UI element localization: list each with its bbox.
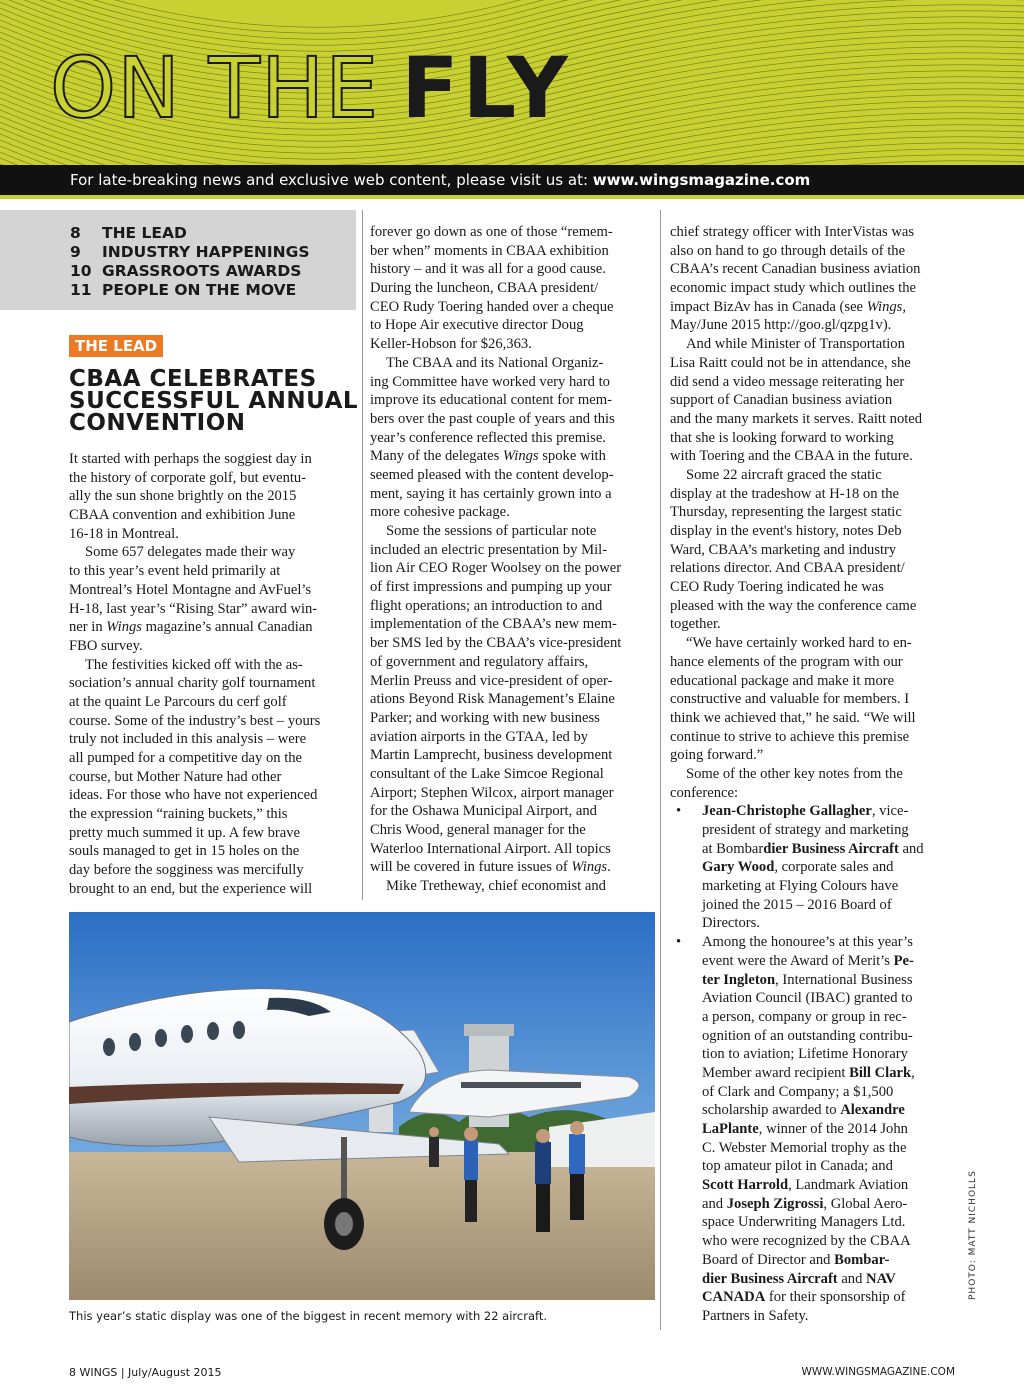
toc-label: PEOPLE ON THE MOVE [102, 281, 297, 299]
text-line: of first impressions and pumping up your [370, 579, 612, 596]
bullet-text: Jean-Christophe Gallagher, vice- [702, 803, 909, 820]
bullet-text: Partners in Safety. [702, 1307, 809, 1324]
text-line: CBAA’s recent Canadian business aviation [670, 261, 921, 278]
text-line: The festivities kicked off with the as- [85, 656, 303, 673]
text-line: display in the event's history, notes Deb [670, 523, 902, 539]
text-line: day before the sogginess was mercifully [69, 862, 304, 879]
header-rule [0, 195, 1024, 199]
text-line: pleased with the way the conference came [670, 597, 917, 614]
toc-item[interactable] [70, 262, 301, 281]
bullet-text: ter Ingleton, International Business [702, 971, 913, 988]
text-line: souls managed to get in 15 holes on the [69, 843, 300, 860]
bullet-line [670, 1213, 960, 1232]
text-line: Merlin Preuss and vice-president of oper- [370, 672, 613, 689]
news-bar-label: For late-breaking news and exclusive web content, please visit us at: [70, 171, 593, 189]
bullet-line [670, 1008, 960, 1027]
column-divider [660, 210, 661, 1330]
text-line: continue to strive to achieve this premise [670, 728, 910, 745]
bullet-text: president of strategy and marketing [702, 822, 909, 838]
news-bar [0, 165, 1024, 195]
bullet-text: Gary Wood, corporate sales and [702, 859, 894, 876]
text-line: for the Oshawa Municipal Airport, and [370, 803, 597, 820]
text-line: CEO Rudy Toering indicated he was [670, 579, 884, 596]
column-divider [362, 210, 363, 900]
section-tag: THE LEAD [69, 335, 163, 357]
text-line: And while Minister of Transportation [686, 336, 905, 353]
bullet-line [670, 952, 960, 971]
text-line: Montreal’s Hotel Montagne and AvFuel’s [69, 581, 312, 598]
bullet-line [670, 1270, 960, 1289]
text-line: impact BizAv has in Canada (see Wings, [670, 298, 907, 315]
bullet-text: CANADA for their sponsorship of [702, 1289, 906, 1306]
bullet-text: LaPlante, winner of the 2014 John [702, 1121, 908, 1137]
bullet-line [670, 1027, 960, 1046]
text-line: with Toering and the CBAA in the future. [670, 448, 913, 465]
bullet-line [670, 821, 960, 840]
text-line: support of Canadian business aviation [670, 392, 893, 409]
bullet-text: dier Business Aircraft and NAV [702, 1270, 896, 1287]
bullet-line [670, 1288, 960, 1307]
text-line: forever go down as one of those “remem- [370, 224, 613, 240]
bullet-text: Among the honouree’s at this year’s [702, 934, 913, 951]
text-line: more cohesive package. [370, 504, 510, 521]
bullet-line [670, 840, 960, 859]
toc-label: INDUSTRY HAPPENINGS [102, 243, 310, 261]
text-line: ment, saying it has certainly grown into a [370, 485, 612, 502]
text-line: bers over the past couple of years and this [370, 410, 615, 427]
text-line: truly not included in this analysis – were [69, 731, 307, 748]
text-line: Mike Tretheway, chief economist and [386, 878, 606, 895]
text-line: Waterloo International Airport. All topics [370, 840, 611, 857]
article-column-3 [670, 223, 960, 1326]
text-line: consultant of the Lake Simcoe Regional [370, 765, 604, 782]
text-line: brought to an end, but the experience will [69, 880, 313, 897]
bullet-text: a person, company or group in rec- [702, 1008, 907, 1025]
text-line: also on hand to go through details of the [670, 242, 906, 259]
text-line: flight operations; an introduction to and [370, 597, 603, 614]
bullet-line [670, 1083, 960, 1102]
toc-label: GRASSROOTS AWARDS [102, 262, 302, 280]
text-line: educational package and make it more [670, 672, 895, 689]
bullet-text: space Underwriting Managers Ltd. [702, 1214, 906, 1231]
bullet-line [670, 802, 960, 821]
bullet-line [670, 1307, 960, 1326]
text-line: the history of corporate golf, but eventu- [69, 469, 307, 486]
section-title [50, 39, 572, 137]
text-line: Parker; and working with new business [370, 709, 600, 726]
title-light: ON THE [50, 39, 380, 137]
text-line: ner in Wings magazine’s annual Canadian [69, 619, 313, 636]
text-line: sociation’s annual charity golf tournament [69, 675, 316, 692]
text-line: The CBAA and its National Organiz- [386, 354, 604, 371]
bullet-text: Directors. [702, 915, 760, 932]
static-display-photo [69, 912, 655, 1300]
text-line: CBAA convention and exhibition June [69, 507, 296, 524]
bullet-text: who were recognized by the CBAA [702, 1233, 911, 1250]
text-line: Chris Wood, general manager for the [370, 822, 586, 838]
text-line: did send a video message reiterating her [670, 373, 905, 390]
bullet-text: Member award recipient Bill Clark, [702, 1064, 915, 1081]
text-line: ing Committee have worked very hard to [370, 373, 610, 390]
bullet-line [670, 933, 960, 952]
text-line: Lisa Raitt could not be in attendance, she [670, 354, 911, 371]
news-bar-text [70, 165, 810, 195]
text-line: Keller-Hobson for $26,363. [370, 336, 532, 353]
bullet-text: of Clark and Company; a $1,500 [702, 1083, 894, 1100]
text-line: course. Some of the industry’s best – yours [69, 712, 321, 729]
text-line: all pumped for a competitive day on the [69, 750, 303, 766]
text-line: 16-18 in Montreal. [69, 525, 179, 542]
bullet-line [670, 1176, 960, 1195]
text-line: hance elements of the program with our [670, 653, 903, 670]
bullet-line [670, 1139, 960, 1158]
bullet-text: and Joseph Zigrossi, Global Aero- [702, 1195, 908, 1212]
headline-line: SUCCESSFUL ANNUAL [69, 388, 359, 414]
bullet-text: Aviation Council (IBAC) granted to [702, 990, 913, 1007]
text-line: seemed pleased with the content develop- [370, 466, 614, 483]
bullet-line [670, 858, 960, 877]
bullet-line [670, 1157, 960, 1176]
bullet-text: ognition of an outstanding contribu- [702, 1027, 913, 1044]
article-photo [69, 912, 655, 1300]
bullet-text: tion to aviation; Lifetime Honorary [702, 1046, 908, 1063]
toc-number: 8 [70, 224, 81, 242]
text-line: together. [670, 616, 721, 633]
text-line: going forward.” [670, 747, 764, 764]
bullet-line [670, 989, 960, 1008]
text-line: improve its educational content for mem- [370, 392, 612, 409]
toc-label: THE LEAD [102, 224, 187, 242]
bullet-line [670, 914, 960, 933]
text-line: to this year’s event held primarily at [69, 563, 281, 580]
bullet-line [670, 1232, 960, 1251]
bullet-text: top amateur pilot in Canada; and [702, 1158, 893, 1175]
bullet-icon: • [676, 803, 682, 820]
photo-caption: This year’s static display was one of the biggest in recent memory with 22 aircraft. [69, 1309, 547, 1323]
text-line: ber when” moments in CBAA exhibition [370, 242, 609, 259]
toc-number: 10 [70, 262, 92, 280]
text-line: implementation of the CBAA’s new mem- [370, 616, 617, 633]
bullet-text: scholarship awarded to Alexandre [702, 1102, 905, 1119]
text-line: year’s conference reflected this premise. [370, 429, 606, 446]
article-column-1 [69, 450, 359, 899]
text-line: economic impact study which outlines the [670, 280, 917, 297]
toc-number: 11 [70, 281, 92, 299]
website-link[interactable]: www.wingsmagazine.com [592, 171, 811, 189]
text-line: course, but Mother Nature had other [69, 768, 282, 785]
text-line: Some the sessions of particular note [386, 523, 597, 539]
text-line: the expression “raining buckets,” this [69, 806, 288, 823]
text-line: pretty much summed it up. A few brave [69, 824, 301, 841]
text-line: chief strategy officer with InterVistas was [670, 224, 915, 240]
bullet-line [670, 896, 960, 915]
text-line: H-18, last year’s “Rising Star” award win- [69, 600, 318, 617]
footer-website[interactable]: WWW.WINGSMAGAZINE.COM [801, 1366, 955, 1378]
bullet-line [670, 1195, 960, 1214]
text-line: that she is looking forward to working [670, 429, 894, 446]
toc-number: 9 [70, 243, 81, 261]
text-line: will be covered in future issues of Wings. [370, 859, 611, 876]
text-line: CEO Rudy Toering handed over a cheque [370, 298, 614, 315]
text-line: of government and regulatory affairs, [370, 653, 589, 670]
bullet-line [670, 971, 960, 990]
header-banner [0, 0, 1024, 165]
text-line: think we achieved that,” he said. “We will [670, 709, 916, 726]
headline-line: CBAA CELEBRATES [69, 366, 317, 392]
text-line: May/June 2015 http://goo.gl/qzpg1v). [670, 317, 892, 334]
article-headline [69, 368, 359, 434]
title-bold: FLY [401, 39, 572, 137]
text-line: Some 657 delegates made their way [85, 544, 296, 561]
bullet-text: event were the Award of Merit’s Pe- [702, 952, 914, 969]
bullet-line [670, 1251, 960, 1270]
text-line: and the many markets it serves. Raitt noted [670, 410, 923, 427]
text-line: history – and it was all for a good cause. [370, 261, 606, 278]
text-line: During the luncheon, CBAA president/ [370, 280, 599, 297]
text-line: It started with perhaps the soggiest day in [69, 451, 312, 467]
text-line: to Hope Air executive director Doug [370, 317, 584, 334]
bullet-text: joined the 2015 – 2016 Board of [702, 896, 892, 913]
table-of-contents [0, 210, 356, 310]
article-column-2 [370, 223, 652, 896]
bullet-line [670, 877, 960, 896]
headline-line: CONVENTION [69, 410, 246, 436]
text-line: Some of the other key notes from the [686, 765, 903, 782]
toc-item[interactable] [70, 224, 187, 243]
bullet-icon: • [676, 934, 682, 951]
text-line: ber SMS led by the CBAA’s vice-president [370, 635, 622, 652]
text-line: constructive and valuable for members. I [670, 691, 910, 708]
photo-credit: PHOTO: MATT NICHOLLS [968, 1170, 978, 1300]
text-line: Ward, CBAA’s marketing and industry [670, 541, 897, 558]
text-line: Airport; Stephen Wilcox, airport manager [370, 784, 614, 801]
text-line: ideas. For those who have not experienced [69, 787, 318, 804]
bullet-text: Board of Director and Bombar- [702, 1251, 890, 1268]
text-line: Martin Lamprecht, business development [370, 747, 613, 764]
text-line: Thursday, representing the largest static [670, 504, 902, 521]
text-line: relations director. And CBAA president/ [670, 560, 905, 577]
footer-folio: 8 WINGS | July/August 2015 [69, 1366, 222, 1379]
bullet-text: C. Webster Memorial trophy as the [702, 1139, 907, 1156]
text-line: Some 22 aircraft graced the static [686, 466, 882, 483]
bullet-text: Scott Harrold, Landmark Aviation [702, 1177, 909, 1194]
bullet-line [670, 1120, 960, 1139]
text-line: “We have certainly worked hard to en- [686, 635, 912, 652]
text-line: included an electric presentation by Mil- [370, 541, 608, 558]
bullet-line [670, 1045, 960, 1064]
toc-item[interactable] [70, 243, 310, 262]
text-line: ations Beyond Risk Management’s Elaine [370, 691, 615, 708]
text-line: FBO survey. [69, 637, 143, 654]
text-line: aviation airports in the GTAA, led by [370, 728, 589, 745]
text-line: lion Air CEO Roger Woolsey on the power [370, 560, 622, 577]
text-line: Many of the delegates Wings spoke with [370, 448, 606, 465]
text-line: conference: [670, 784, 739, 801]
bullet-line [670, 1101, 960, 1120]
bullet-text: at Bombardier Business Aircraft and [702, 840, 924, 857]
text-line: at the quaint Le Parcours du cerf golf [69, 693, 287, 710]
toc-item[interactable] [70, 281, 296, 300]
bullet-text: marketing at Flying Colours have [702, 878, 899, 895]
text-line: display at the tradeshow at H-18 on the [670, 485, 899, 502]
bullet-line [670, 1064, 960, 1083]
text-line: ally the sun shone brightly on the 2015 [69, 488, 297, 505]
